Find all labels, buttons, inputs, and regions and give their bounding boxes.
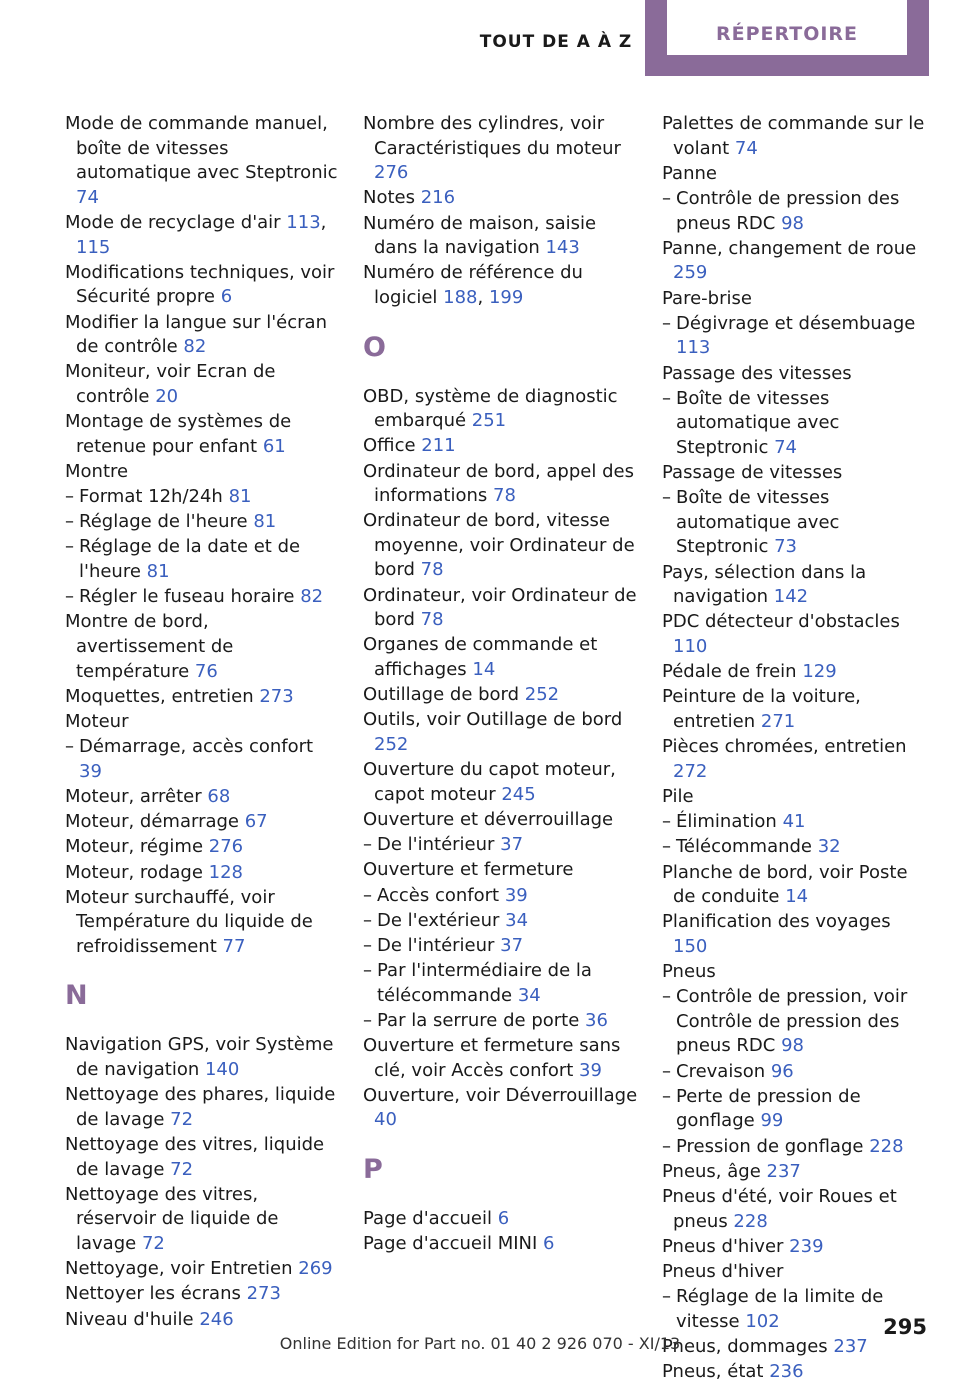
subentry-dash: – — [65, 736, 74, 758]
page-link[interactable]: 259 — [673, 262, 708, 284]
page-link[interactable]: 269 — [298, 1258, 333, 1280]
index-entry — [363, 509, 638, 583]
page-link[interactable]: 110 — [673, 636, 708, 657]
entry-text: Page d'accueil MINI — [363, 1233, 544, 1255]
page-link[interactable]: 76 — [194, 660, 218, 682]
page-link[interactable]: 211 — [421, 435, 456, 457]
entry-text: Perte de pression de gonflage — [676, 1085, 861, 1132]
subentry-dash: – — [363, 1009, 372, 1031]
entry-text: Télécommande — [676, 836, 818, 858]
subentry-dash: – — [65, 586, 74, 608]
index-entry — [65, 410, 340, 459]
subentry-dash: – — [662, 811, 671, 833]
entry-text: Ouverture et fermeture sans clé, voir Accès confort — [363, 1035, 621, 1081]
entry-text: Moteur, rodage — [65, 861, 209, 883]
page-link[interactable]: 37 — [500, 834, 524, 856]
index-entry — [363, 584, 638, 633]
entry-text: Ordinateur de bord, appel des informations — [363, 460, 634, 507]
entry-text: Pneus d'hiver — [662, 1235, 790, 1257]
entry-text: Nettoyer les écrans — [65, 1283, 247, 1305]
entry-text: Montage de systèmes de retenue pour enfant — [65, 411, 292, 457]
index-entry — [662, 1360, 930, 1385]
page-link[interactable]: 77 — [222, 935, 246, 957]
subentry-dash: – — [662, 387, 671, 409]
entry-text: Pile — [662, 785, 694, 807]
subentry-dash: – — [662, 187, 671, 209]
index-entry — [363, 1034, 638, 1083]
subentry-dash: – — [363, 934, 372, 956]
index-entry — [363, 112, 638, 186]
subentry-dash: – — [662, 1085, 671, 1107]
page-link[interactable]: 150 — [673, 935, 708, 957]
section-letter: P — [363, 1154, 383, 1186]
page-separator: , — [477, 286, 489, 308]
page-link[interactable]: 39 — [79, 760, 102, 782]
index-entry — [65, 1083, 340, 1132]
index-entry — [363, 261, 638, 310]
entry-text: Moteur surchauffé, voir Température du liquide de refroidissement — [65, 886, 313, 957]
page-link[interactable]: 68 — [207, 785, 231, 807]
index-subentry — [662, 486, 930, 560]
page-link[interactable]: 113 — [676, 337, 711, 359]
entry-text: Moniteur, voir Ecran de contrôle — [65, 361, 276, 407]
index-entry — [662, 561, 930, 610]
index-entry — [363, 858, 638, 883]
entry-text: Outillage de bord — [363, 684, 525, 706]
index-entry — [662, 1235, 930, 1260]
index-entry — [363, 385, 638, 434]
subentry-dash: – — [662, 1135, 671, 1157]
subentry-dash: – — [662, 487, 671, 509]
chapter-tab-label: RÉPERTOIRE — [715, 23, 859, 45]
entry-text: Passage des vitesses — [662, 362, 852, 384]
page-link[interactable]: 251 — [471, 410, 507, 432]
entry-text: Ouverture et fermeture — [363, 859, 574, 881]
page-link[interactable]: 39 — [579, 1059, 602, 1081]
index-entry — [65, 861, 340, 886]
index-entry — [65, 460, 340, 485]
index-entry — [662, 461, 930, 486]
index-entry — [662, 287, 930, 312]
entry-text: Nettoyage des vitres, réservoir de liquide de lavage — [65, 1183, 279, 1254]
index-entry — [662, 861, 930, 910]
index-subentry — [65, 585, 340, 610]
entry-text: Élimination — [676, 811, 783, 833]
entry-text: Passage de vitesses — [662, 462, 843, 484]
entry-text: Moteur, démarrage — [65, 811, 245, 833]
index-entry — [363, 460, 638, 509]
page-link[interactable]: 40 — [374, 1109, 397, 1131]
entry-text: Boîte de vitesses automatique avec Steptronic — [676, 387, 840, 458]
index-entry — [662, 735, 930, 784]
entry-text: Modifications techniques, voir Sécurité propre — [65, 261, 335, 308]
subentry-dash: – — [65, 486, 74, 508]
index-entry — [65, 112, 340, 210]
page-link[interactable]: 216 — [420, 187, 456, 209]
entry-text: Moteur, régime — [65, 836, 209, 858]
page-link[interactable]: 228 — [733, 1210, 768, 1232]
page-link[interactable]: 74 — [76, 186, 99, 208]
index-entry — [65, 785, 340, 810]
page-link[interactable]: 236 — [769, 1361, 804, 1383]
page-link[interactable]: 252 — [374, 734, 409, 755]
page-link[interactable]: 74 — [734, 137, 758, 159]
index-entry — [65, 360, 340, 409]
page-link[interactable]: 61 — [262, 435, 286, 457]
index-subentry — [662, 835, 930, 860]
index-entry — [65, 261, 340, 310]
entry-text: Montre — [65, 460, 129, 482]
entry-text: Démarrage, accès confort — [79, 736, 314, 758]
entry-text: Numéro de référence du logiciel — [363, 262, 583, 308]
page-link[interactable]: 115 — [76, 236, 111, 258]
index-entry — [65, 1133, 340, 1182]
index-entry — [65, 886, 340, 960]
subentry-dash: – — [363, 834, 372, 856]
index-entry — [363, 633, 638, 682]
index-entry — [65, 1183, 340, 1257]
entry-text: Nettoyage des vitres, liquide de lavage — [65, 1134, 325, 1180]
entry-text: Par l'intermédiaire de la télécommande — [377, 960, 592, 1006]
entry-text: Réglage de la limite de vitesse — [676, 1286, 884, 1332]
index-entry — [65, 1033, 340, 1082]
entry-text: Réglage de l'heure — [79, 511, 254, 533]
index-entry — [662, 162, 930, 187]
index-entry — [662, 660, 930, 685]
page-link[interactable]: 20 — [155, 385, 179, 407]
entry-text: Office — [363, 435, 422, 457]
subentry-dash: – — [65, 536, 74, 558]
page-link[interactable]: 37 — [500, 934, 524, 956]
entry-text: OBD, système de diagnostic embarqué — [363, 385, 618, 432]
index-subentry — [363, 934, 638, 959]
subentry-dash: – — [363, 909, 372, 931]
entry-text: Nombre des cylindres, voir Caractéristiques du moteur — [363, 113, 621, 159]
index-subentry — [363, 1009, 638, 1034]
page-link[interactable]: 34 — [517, 984, 541, 1006]
entry-text: De l'intérieur — [377, 834, 501, 856]
page-link[interactable]: 276 — [374, 162, 409, 184]
page-link[interactable]: 78 — [493, 485, 516, 507]
entry-text: Contrôle de pression, voir Contrôle de pression des pneus RDC — [676, 986, 908, 1057]
index-subentry — [65, 535, 340, 584]
page-link[interactable]: 72 — [141, 1233, 165, 1254]
index-entry — [65, 1308, 340, 1333]
entry-text: Moteur — [65, 710, 129, 732]
page-link[interactable]: 72 — [170, 1158, 194, 1180]
page-link[interactable]: 6 — [220, 286, 233, 308]
index-entry — [662, 362, 930, 387]
entry-text: Boîte de vitesses automatique avec Steptronic — [676, 487, 840, 558]
page-link[interactable]: 228 — [869, 1135, 904, 1157]
page-link[interactable]: 78 — [420, 559, 444, 581]
section-header — [470, 0, 642, 66]
entry-text: Nettoyage, voir Entretien — [65, 1258, 299, 1280]
page-separator: , — [320, 211, 327, 233]
page-link[interactable]: 81 — [228, 486, 252, 508]
page-link[interactable]: 252 — [524, 684, 560, 706]
index-subentry — [363, 884, 638, 909]
page-link[interactable]: 98 — [781, 212, 804, 234]
entry-text: Pneus d'été, voir Roues et pneus — [662, 1185, 897, 1232]
entry-text: Pneus, état — [662, 1361, 770, 1383]
page-link[interactable]: 129 — [802, 661, 837, 683]
page-number: 295 — [883, 1315, 927, 1339]
index-entry — [662, 237, 930, 286]
index-entry — [65, 810, 340, 835]
index-entry — [363, 434, 638, 459]
entry-text: Niveau d'huile — [65, 1308, 200, 1330]
subentry-dash: – — [363, 960, 372, 982]
page-link[interactable]: 128 — [208, 861, 243, 883]
section-letter: N — [65, 980, 88, 1012]
page-link[interactable]: 237 — [833, 1335, 868, 1357]
entry-text: Numéro de maison, saisie dans la navigation — [363, 212, 597, 259]
page-link[interactable]: 34 — [505, 909, 529, 931]
subentry-dash: – — [662, 1060, 671, 1082]
index-entry — [363, 212, 638, 261]
index-subentry — [662, 1135, 930, 1160]
index-subentry — [662, 1060, 930, 1085]
index-entry — [363, 683, 638, 708]
entry-text: Ouverture et déverrouillage — [363, 808, 614, 830]
page-link[interactable]: 67 — [244, 811, 268, 833]
index-entry — [363, 1084, 638, 1133]
entry-text: Dégivrage et désembuage — [676, 312, 916, 334]
entry-text: Planification des voyages — [662, 911, 891, 933]
index-entry — [65, 710, 340, 735]
index-entry — [662, 1260, 930, 1285]
page-link[interactable]: 6 — [497, 1208, 510, 1230]
page-link[interactable]: 246 — [199, 1308, 234, 1330]
index-entry — [662, 685, 930, 734]
index-entry — [65, 835, 340, 860]
index-entry — [363, 808, 638, 833]
section-letter: O — [363, 331, 386, 363]
index-entry — [363, 708, 638, 757]
subentry-dash: – — [662, 836, 671, 858]
index-entry — [662, 1185, 930, 1234]
entry-text: Ordinateur, voir Ordinateur de bord — [363, 584, 637, 631]
index-subentry — [363, 833, 638, 858]
page-link[interactable]: 140 — [204, 1059, 240, 1081]
entry-text: Palettes de commande sur le volant — [662, 113, 925, 159]
entry-text: Navigation GPS, voir Système de navigation — [65, 1034, 334, 1081]
entry-text: Moteur, arrêter — [65, 785, 208, 807]
index-subentry — [65, 485, 340, 510]
index-entry — [363, 186, 638, 211]
index-column-2 — [363, 112, 638, 1257]
page-link[interactable]: 273 — [246, 1283, 281, 1305]
page-link[interactable]: 36 — [585, 1009, 608, 1031]
entry-text: De l'intérieur — [377, 934, 501, 956]
chapter-tab-inner — [667, 0, 907, 55]
page-link[interactable]: 276 — [208, 836, 244, 858]
entry-text: Modifier la langue sur l'écran de contrôle — [65, 311, 327, 358]
page-link[interactable]: 239 — [789, 1235, 824, 1257]
entry-text: Accès confort — [377, 884, 505, 906]
entry-text: Contrôle de pression des pneus RDC — [676, 187, 900, 234]
chapter-tab — [645, 0, 929, 76]
subentry-dash: – — [662, 1286, 671, 1308]
index-subentry — [662, 312, 930, 361]
entry-text: Pression de gonflage — [676, 1135, 870, 1157]
entry-text: Mode de recyclage d'air — [65, 211, 287, 233]
entry-text: Par la serrure de porte — [377, 1009, 586, 1031]
index-subentry — [662, 1085, 930, 1134]
page-link[interactable]: 272 — [673, 760, 708, 782]
entry-text: Planche de bord, voir Poste de conduite — [662, 861, 908, 908]
entry-text: Mode de commande manuel, boîte de vitesses automatique avec Steptronic — [65, 113, 338, 184]
entry-text: Crevaison — [676, 1060, 771, 1082]
index-entry — [65, 1257, 340, 1282]
page-link[interactable]: 113 — [286, 211, 321, 233]
index-subentry — [662, 187, 930, 236]
index-subentry — [363, 909, 638, 934]
index-subentry — [662, 985, 930, 1059]
entry-text: Pneus — [662, 961, 716, 983]
page-link[interactable]: 41 — [782, 811, 806, 833]
page-link[interactable]: 96 — [770, 1060, 794, 1082]
index-subentry — [662, 810, 930, 835]
entry-text: Outils, voir Outillage de bord — [363, 709, 623, 731]
page-link[interactable]: 199 — [488, 286, 524, 308]
index-subentry — [363, 959, 638, 1008]
page-link[interactable]: 72 — [170, 1108, 194, 1130]
page-link[interactable]: 98 — [781, 1035, 804, 1057]
entry-text: Moquettes, entretien — [65, 685, 260, 707]
entry-text: PDC détecteur d'obstacles — [662, 611, 900, 633]
entry-text: Ouverture, voir Déverrouillage — [363, 1084, 638, 1106]
subentry-dash: – — [662, 986, 671, 1008]
index-entry — [363, 1207, 638, 1232]
entry-text: Format 12h/24h — [79, 486, 229, 508]
index-entry — [363, 758, 638, 807]
entry-text: Montre de bord, avertissement de température — [65, 611, 234, 682]
page-link[interactable]: 273 — [259, 685, 294, 707]
index-entry — [363, 1232, 638, 1257]
page-link[interactable]: 78 — [420, 609, 444, 631]
index-column-1 — [65, 112, 340, 1333]
subentry-dash: – — [65, 511, 74, 533]
index-subentry — [65, 510, 340, 535]
index-subentry — [662, 387, 930, 461]
entry-text: Nettoyage des phares, liquide de lavage — [65, 1084, 336, 1130]
page-link[interactable]: 245 — [501, 783, 536, 805]
index-entry — [65, 211, 340, 260]
entry-text: Notes — [363, 187, 421, 209]
entry-text: Panne — [662, 162, 717, 184]
entry-text: Régler le fuseau horaire — [79, 586, 301, 608]
entry-text: Pneus, âge — [662, 1160, 767, 1182]
index-subentry — [65, 735, 340, 784]
page-link[interactable]: 271 — [760, 710, 796, 732]
page-link[interactable]: 82 — [183, 336, 207, 358]
entry-text: Peinture de la voiture, entretien — [662, 686, 861, 732]
index-entry — [65, 1282, 340, 1307]
index-entry — [65, 311, 340, 360]
entry-text: Page d'accueil — [363, 1208, 498, 1230]
page-link[interactable]: 39 — [504, 884, 528, 906]
page-link[interactable]: 74 — [774, 436, 797, 458]
entry-text: Organes de commande et affichages — [363, 634, 598, 681]
index-entry — [662, 112, 930, 161]
page-link[interactable]: 73 — [774, 536, 797, 558]
index-column-3 — [662, 112, 930, 1385]
page-link[interactable]: 143 — [545, 237, 580, 259]
subentry-dash: – — [662, 312, 671, 334]
page-link[interactable]: 14 — [472, 659, 496, 681]
page-link[interactable]: 142 — [773, 586, 809, 608]
page-link[interactable]: 81 — [253, 511, 277, 533]
index-entry — [662, 1160, 930, 1185]
index-entry — [65, 610, 340, 684]
entry-text: Panne, changement de roue — [662, 237, 917, 259]
entry-text: Pneus d'hiver — [662, 1260, 784, 1282]
footer-edition: Online Edition for Part no. 01 40 2 926 070 - XI/13 — [279, 1334, 681, 1353]
entry-text: Ordinateur de bord, vitesse moyenne, voir Ordinateur de bord — [363, 510, 635, 581]
page-link[interactable]: 14 — [785, 886, 809, 908]
page-link[interactable]: 188 — [443, 286, 478, 308]
page-link[interactable]: 99 — [760, 1110, 784, 1132]
entry-text: Pare-brise — [662, 287, 752, 309]
page-link[interactable]: 237 — [766, 1160, 801, 1182]
entry-text: Pédale de frein — [662, 661, 803, 683]
page-link[interactable]: 32 — [817, 836, 841, 858]
entry-text: Pneus, dommages — [662, 1335, 834, 1357]
subentry-dash: – — [363, 884, 372, 906]
index-entry — [65, 685, 340, 710]
index-entry — [662, 610, 930, 659]
index-entry — [662, 785, 930, 810]
entry-text: Ouverture du capot moteur, capot moteur — [363, 759, 616, 805]
entry-text: De l'extérieur — [377, 909, 506, 931]
entry-text: Pays, sélection dans la navigation — [662, 561, 867, 608]
page-link[interactable]: 81 — [146, 561, 170, 583]
page-link[interactable]: 102 — [745, 1310, 780, 1332]
index-entry — [662, 960, 930, 985]
index-entry — [662, 910, 930, 959]
page-link[interactable]: 6 — [543, 1233, 555, 1255]
entry-text: Réglage de la date et de l'heure — [79, 536, 301, 583]
page-link[interactable]: 82 — [300, 586, 324, 608]
section-title: TOUT DE A À Z — [479, 32, 633, 52]
entry-text: Pièces chromées, entretien — [662, 736, 907, 758]
